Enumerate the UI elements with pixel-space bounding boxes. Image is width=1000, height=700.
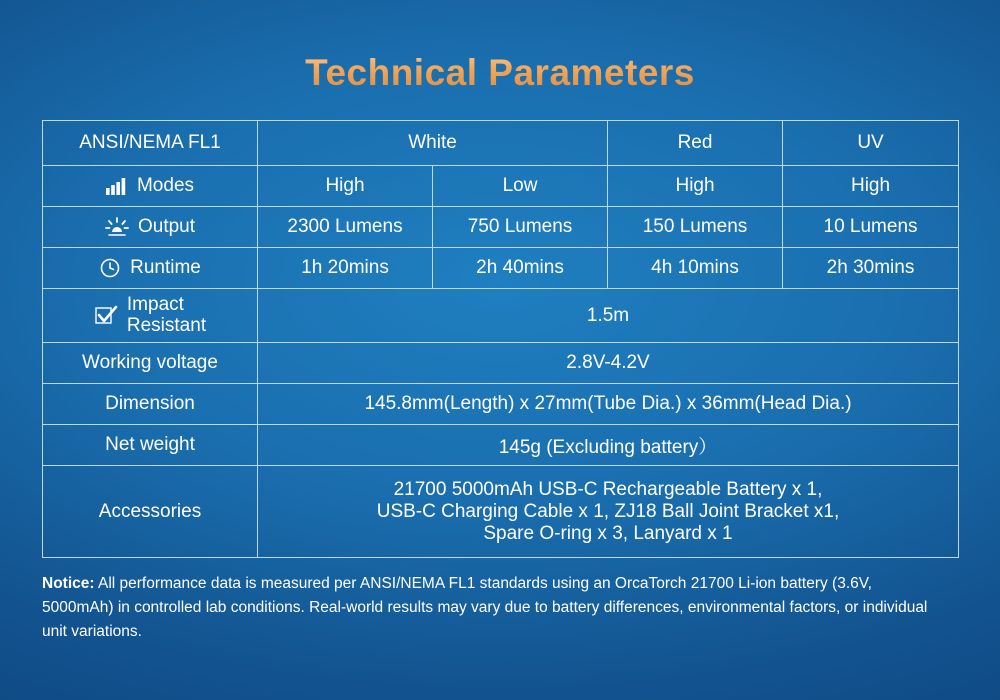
light-burst-icon xyxy=(105,217,129,237)
row-label-impact-resistant xyxy=(43,289,258,343)
table-row xyxy=(43,384,959,425)
header-uv: UV xyxy=(783,121,959,166)
net-weight-value: 145g (Excluding battery） xyxy=(258,425,959,466)
spec-table-container xyxy=(42,120,958,558)
working-voltage-value: 2.8V-4.2V xyxy=(258,343,959,384)
row-label-dimension: Dimension xyxy=(43,384,258,425)
row-label-output xyxy=(43,207,258,248)
table-row xyxy=(43,207,959,248)
output-white-high: 2300 Lumens xyxy=(258,207,433,248)
modes-white-high: High xyxy=(258,166,433,207)
row-label-accessories: Accessories xyxy=(43,466,258,558)
impact-line2: Resistant xyxy=(126,314,207,336)
row-label-working-voltage: Working voltage xyxy=(43,343,258,384)
runtime-red: 4h 10mins xyxy=(608,248,783,289)
notice-text: All performance data is measured per ANSI/NEMA FL1 standards using an OrcaTorch 21700 Li-ion battery (3.6V, 5000mAh) in controlled lab conditions. Real-world results may vary due to battery differences, environmental factors, or individual unit variations. xyxy=(42,575,928,641)
dimension-value: 145.8mm(Length) x 27mm(Tube Dia.) x 36mm(Head Dia.) xyxy=(258,384,959,425)
accessories-line-2: USB-C Charging Cable x 1, ZJ18 Ball Joint Bracket x1, xyxy=(376,500,840,522)
header-red: Red xyxy=(608,121,783,166)
modes-red: High xyxy=(608,166,783,207)
runtime-white-high: 1h 20mins xyxy=(258,248,433,289)
notice-block xyxy=(42,572,942,644)
header-white: White xyxy=(258,121,608,166)
table-row xyxy=(43,425,959,466)
output-white-low: 750 Lumens xyxy=(433,207,608,248)
output-uv: 10 Lumens xyxy=(783,207,959,248)
row-label-runtime xyxy=(43,248,258,289)
modes-white-low: Low xyxy=(433,166,608,207)
bars-icon xyxy=(106,177,128,195)
check-shield-icon xyxy=(94,305,118,327)
impact-line1: Impact xyxy=(126,294,184,315)
row-label-text-multiline xyxy=(127,295,206,336)
table-header-row xyxy=(43,121,959,166)
table-row xyxy=(43,466,959,558)
clock-icon xyxy=(99,257,121,279)
row-label-text: Modes xyxy=(136,174,195,196)
table-row xyxy=(43,343,959,384)
row-label-net-weight: Net weight xyxy=(43,425,258,466)
row-label-text: Runtime xyxy=(130,256,201,278)
table-row xyxy=(43,248,959,289)
table-row xyxy=(43,289,959,343)
output-red: 150 Lumens xyxy=(608,207,783,248)
accessories-line-3: Spare O-ring x 3, Lanyard x 1 xyxy=(483,522,733,544)
accessories-value xyxy=(258,466,959,558)
notice-label: Notice: xyxy=(42,575,95,592)
modes-uv: High xyxy=(783,166,959,207)
header-standard-label: ANSI/NEMA FL1 xyxy=(43,121,258,166)
row-label-text: Output xyxy=(137,215,196,237)
impact-value: 1.5m xyxy=(258,289,959,343)
row-label-modes xyxy=(43,166,258,207)
runtime-white-low: 2h 40mins xyxy=(433,248,608,289)
page-title: Technical Parameters xyxy=(0,0,1000,94)
spec-table xyxy=(42,120,959,558)
accessories-line-1: 21700 5000mAh USB-C Rechargeable Battery x 1, xyxy=(393,478,823,500)
runtime-uv: 2h 30mins xyxy=(783,248,959,289)
table-row xyxy=(43,166,959,207)
